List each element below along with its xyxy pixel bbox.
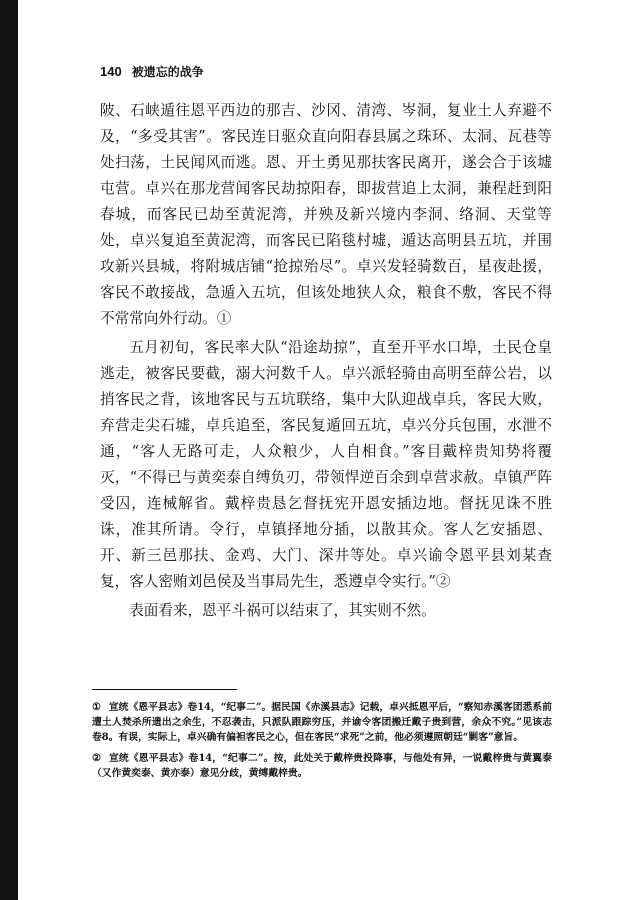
paragraph: 表面看来，恩平斗祸可以结束了，其实则不然。 — [129, 602, 436, 619]
footnote — [92, 751, 552, 781]
footnote-text: 宣统《恩平县志》卷14，“纪事二”。按，此处关于戴梓贵投降事，与他处有异，一说戴梓贵与黄翼泰（又作黄奕泰、黄亦泰）意见分歧，黄缚戴梓贵。 — [92, 753, 552, 779]
book-title: 被遗忘的战争 — [131, 65, 204, 79]
footnote — [92, 700, 552, 745]
body-text — [100, 98, 552, 624]
page-number: 140 — [100, 64, 122, 79]
running-header — [100, 63, 204, 80]
page-binding-edge — [0, 0, 18, 900]
footnote-mark: ② — [92, 753, 101, 764]
footnote-text: 宣统《恩平县志》卷14，“纪事二”。据民国《赤溪县志》记载，卓兴抵恩平后，“察知赤溪客团悉系前遭土人焚杀所遗出之余生，不忍袭击，只派队跟踪穷压，并谕令客团搬迁戴子贵到营，余众不究。”见该志卷8。有误，实际上，卓兴确有偏袒客民之心，但在客民“求死”之前，他必须遵照朝廷“剿客”意旨。 — [92, 702, 552, 743]
paragraph: 五月初旬，客民率大队“沿途劫掠”，直至开平水口埠，土民仓皇逃走，被客民要截，溺大河数千人。卓兴派轻骑由高明至薛公岩，以捎客民之背，该地客民与五坑联络，集中大队迎战卓兵，客民大败，弃营走尖石墟，卓兵追至，客民复遁回五坑，卓兴分兵包围，水泄不通，“客人无路可走，人众粮少，人自相食。”客目戴梓贵知势将覆灭，“不得已与黄奕泰自缚负刃，带领悍逆百余到卓营求赦。卓镇严阵受囚，连械解省。戴梓贵恳乞督抚宪开恩安插边地。督抚见诛不胜诛，准其所请。令行，卓镇择地分插，以散其众。客人乞安插恩、开、新三邑那扶、金鸡、大门、深井等处。卓兴谕令恩平县刘某查复，客人密贿刘邑侯及当事局先生，悉遵卓令实行。”② — [100, 339, 552, 590]
footnotes — [92, 700, 552, 787]
footnote-divider — [92, 689, 237, 690]
paragraph-continued: 陂、石峡遁往恩平西边的那吉、沙冈、清湾、岑洞，复业土人弃避不及，“多受其害”。客民连日驱众直向阳春县属之珠环、太洞、瓦巷等处扫荡，土民闻风而逃。恩、开土勇见那扶客民离开，遂会合于该墟屯营。卓兴在那龙营闻客民劫掠阳春，即拔营追上太洞，兼程赶到阳春城，而客民已劫至黄泥湾，并殃及新兴境内李洞、络洞、天堂等处，卓兴复追至黄泥湾，而客民已陷毯村墟，遁达高明县五坑，并围攻新兴县城，将附城店铺“抢掠殆尽”。卓兴发轻骑数百，星夜赴援，客民不敢接战，急遁入五坑，但该处地狭人众，粮食不敷，客民不得不常常向外行动。① — [100, 102, 552, 327]
footnote-mark: ① — [92, 702, 101, 713]
